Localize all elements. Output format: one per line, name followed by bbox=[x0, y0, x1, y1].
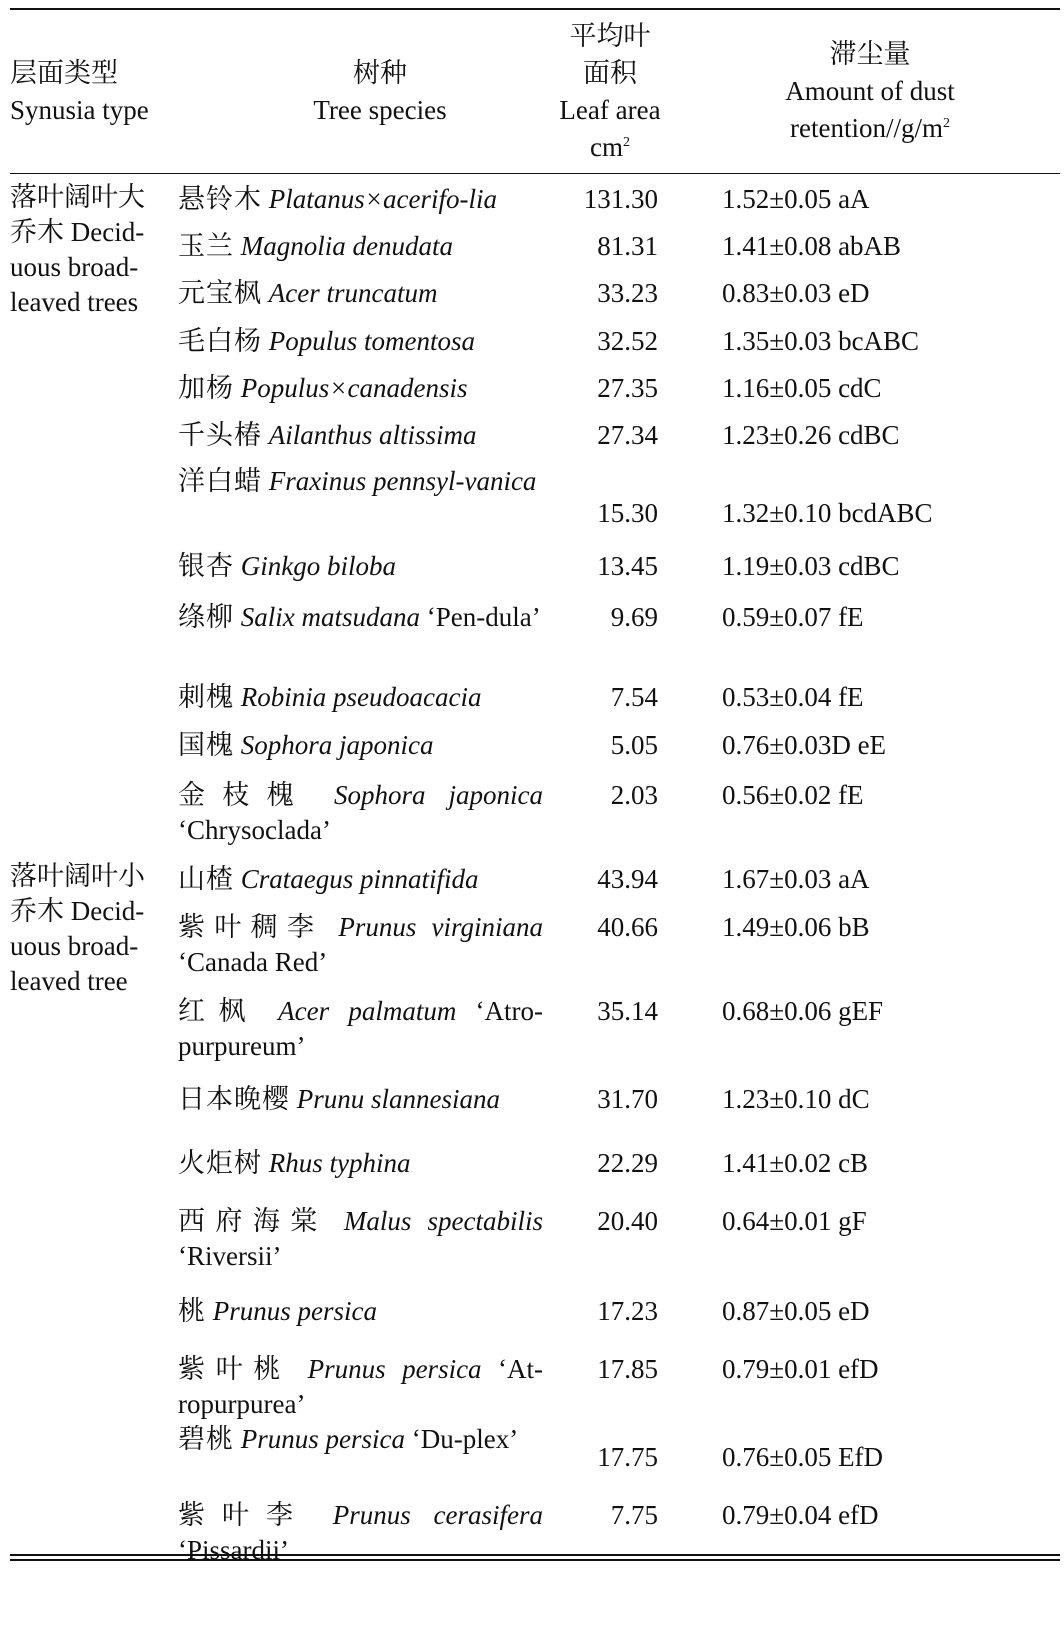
table-body bbox=[10, 174, 1060, 1565]
dust-retention-cell: 0.59±0.07 fE bbox=[722, 602, 864, 632]
leaf-area-cell: 35.14 bbox=[597, 996, 658, 1026]
species-latin-name: Prunus persica bbox=[307, 1354, 482, 1384]
species-chinese-name: 山楂 bbox=[178, 864, 234, 894]
leaf-area-cell: 17.23 bbox=[597, 1296, 658, 1326]
synusia-line: uous broad- bbox=[10, 931, 139, 961]
leaf-area-cell: 15.30 bbox=[597, 498, 658, 528]
species-cultivar: ‘At-ropurpurea’ bbox=[178, 1354, 544, 1419]
species-latin-name: Prunus cerasifera bbox=[332, 1500, 544, 1530]
species-latin-name: Populus tomentosa bbox=[268, 326, 475, 356]
species-chinese-name: 加杨 bbox=[178, 373, 234, 403]
species-cell bbox=[178, 1422, 543, 1457]
leaf-area-cell: 2.03 bbox=[610, 780, 658, 810]
species-cultivar: ‘Atro-purpureum’ bbox=[178, 996, 544, 1061]
header-species-en: Tree species bbox=[313, 94, 447, 125]
species-cell bbox=[178, 464, 543, 499]
species-cell bbox=[178, 549, 543, 584]
leaf-area-cell: 17.85 bbox=[597, 1354, 658, 1384]
synusia-line: leaved tree bbox=[10, 966, 128, 996]
synusia-line: 落叶阔叶小 bbox=[10, 861, 145, 891]
species-chinese-name: 银杏 bbox=[178, 551, 234, 581]
species-latin-name: Ailanthus altissima bbox=[268, 420, 477, 450]
header-dust-en-1: Amount of dust bbox=[785, 76, 955, 106]
leaf-area-cell: 22.29 bbox=[597, 1148, 658, 1178]
table-header bbox=[10, 10, 1060, 173]
dust-retention-cell: 0.79±0.01 efD bbox=[722, 1354, 879, 1384]
species-cell bbox=[178, 371, 543, 406]
species-latin-name: Prunus persica bbox=[240, 1424, 405, 1454]
dust-retention-cell: 1.49±0.06 bB bbox=[722, 912, 870, 942]
dust-retention-cell: 1.41±0.02 cB bbox=[722, 1148, 869, 1178]
leaf-area-cell: 27.34 bbox=[597, 420, 658, 450]
species-cell bbox=[178, 778, 543, 848]
leaf-area-cell: 131.30 bbox=[583, 184, 658, 214]
leaf-area-cell: 33.23 bbox=[597, 278, 658, 308]
species-cell bbox=[178, 728, 543, 763]
dust-retention-cell: 0.76±0.05 EfD bbox=[722, 1442, 884, 1472]
header-synusia-cn: 层面类型 bbox=[10, 57, 118, 88]
leaf-area-cell: 40.66 bbox=[597, 912, 658, 942]
species-latin-name: Prunus virginiana bbox=[338, 912, 544, 942]
header-area-cn-2: 面积 bbox=[583, 57, 637, 88]
dust-retention-cell: 0.68±0.06 gEF bbox=[722, 996, 884, 1026]
leaf-area-cell: 7.54 bbox=[610, 682, 658, 712]
species-chinese-name: 西府海棠 bbox=[178, 1206, 328, 1236]
species-cell bbox=[178, 994, 543, 1064]
dust-retention-cell: 1.19±0.03 cdBC bbox=[722, 551, 900, 581]
species-chinese-name: 金枝槐 bbox=[178, 780, 311, 810]
species-cultivar: ‘Du-plex’ bbox=[411, 1424, 519, 1454]
species-chinese-name: 玉兰 bbox=[178, 231, 234, 261]
synusia-group-large-trees bbox=[10, 180, 175, 320]
header-dust-en-2: retention//g/m bbox=[790, 113, 943, 143]
leaf-area-cell: 5.05 bbox=[610, 730, 658, 760]
species-latin-name: Magnolia denudata bbox=[240, 231, 453, 261]
leaf-area-cell: 9.69 bbox=[610, 602, 658, 632]
leaf-area-cell: 81.31 bbox=[597, 231, 658, 261]
species-cell bbox=[178, 276, 543, 311]
header-area-unit: cm bbox=[590, 131, 623, 162]
header-dust-unit-sup: 2 bbox=[942, 116, 950, 131]
dust-retention-cell: 1.67±0.03 aA bbox=[722, 864, 870, 894]
dust-retention-cell: 1.41±0.08 abAB bbox=[722, 231, 902, 261]
dust-retention-cell: 0.76±0.03D eE bbox=[722, 730, 887, 760]
header-dust-cn: 滞尘量 bbox=[829, 39, 911, 69]
species-cell bbox=[178, 1204, 543, 1274]
species-cell bbox=[178, 324, 543, 359]
dust-retention-cell: 0.56±0.02 fE bbox=[722, 780, 864, 810]
dust-retention-cell: 0.53±0.04 fE bbox=[722, 682, 864, 712]
species-cell bbox=[178, 1082, 543, 1117]
header-species-cn: 树种 bbox=[353, 57, 407, 88]
dust-retention-cell: 1.32±0.10 bcdABC bbox=[722, 498, 933, 528]
species-cultivar: ‘Pissardii’ bbox=[178, 1535, 289, 1565]
synusia-line: 落叶阔叶大 bbox=[10, 182, 145, 212]
species-chinese-name: 悬铃木 bbox=[178, 184, 262, 214]
species-latin-name: Sophora japonica bbox=[333, 780, 544, 810]
dust-retention-cell: 0.87±0.05 eD bbox=[722, 1296, 870, 1326]
leaf-area-cell: 17.75 bbox=[597, 1442, 658, 1472]
species-chinese-name: 桃 bbox=[178, 1296, 206, 1326]
species-chinese-name: 绦柳 bbox=[178, 602, 234, 632]
dust-retention-cell: 0.83±0.03 eD bbox=[722, 278, 870, 308]
species-cell bbox=[178, 229, 543, 264]
dust-retention-cell: 0.79±0.04 efD bbox=[722, 1500, 879, 1530]
species-cell bbox=[178, 1146, 543, 1181]
species-chinese-name: 碧桃 bbox=[178, 1424, 234, 1454]
dust-retention-cell: 1.52±0.05 aA bbox=[722, 184, 870, 214]
species-latin-name: Salix matsudana bbox=[240, 602, 420, 632]
leaf-area-cell: 32.52 bbox=[597, 326, 658, 356]
species-cultivar: ‘Pen-dula’ bbox=[426, 602, 541, 632]
species-latin-name: Prunu slannesiana bbox=[296, 1084, 501, 1114]
species-cell bbox=[178, 910, 543, 980]
species-chinese-name: 紫叶桃 bbox=[178, 1354, 292, 1384]
species-latin-name: Populus×canadensis bbox=[240, 373, 468, 403]
dust-retention-cell: 0.64±0.01 gF bbox=[722, 1206, 867, 1236]
leaf-area-cell: 31.70 bbox=[597, 1084, 658, 1114]
species-latin-name: Acer palmatum bbox=[278, 996, 457, 1026]
dust-retention-table bbox=[10, 8, 1060, 1565]
dust-retention-cell: 1.23±0.10 dC bbox=[722, 1084, 870, 1114]
species-chinese-name: 日本晚樱 bbox=[178, 1084, 290, 1114]
species-cell bbox=[178, 680, 543, 715]
header-dust-en-2-line bbox=[790, 110, 950, 147]
species-latin-name: Prunus persica bbox=[212, 1296, 377, 1326]
header-leaf-area bbox=[530, 10, 690, 173]
header-species bbox=[240, 10, 520, 173]
species-latin-name: Robinia pseudoacacia bbox=[240, 682, 482, 712]
synusia-line: 乔木 Decid- bbox=[10, 896, 145, 926]
header-dust bbox=[710, 10, 1030, 173]
species-latin-name: Rhus typhina bbox=[268, 1148, 411, 1178]
species-latin-name: Ginkgo biloba bbox=[240, 551, 396, 581]
species-chinese-name: 火炬树 bbox=[178, 1148, 262, 1178]
species-chinese-name: 洋白蜡 bbox=[178, 466, 262, 496]
leaf-area-cell: 7.75 bbox=[610, 1500, 658, 1530]
synusia-line: 乔木 Decid- bbox=[10, 217, 145, 247]
leaf-area-cell: 43.94 bbox=[597, 864, 658, 894]
header-synusia bbox=[10, 10, 180, 173]
species-chinese-name: 紫叶稠李 bbox=[178, 912, 324, 942]
header-synusia-en: Synusia type bbox=[10, 94, 149, 125]
species-chinese-name: 千头椿 bbox=[178, 420, 262, 450]
species-latin-name: Platanus×acerifo-lia bbox=[268, 184, 497, 214]
header-area-en: Leaf area bbox=[559, 94, 661, 125]
leaf-area-cell: 20.40 bbox=[597, 1206, 658, 1236]
species-latin-name: Malus spectabilis bbox=[343, 1206, 543, 1236]
header-area-unit-line bbox=[590, 129, 630, 166]
species-cell bbox=[178, 600, 543, 635]
species-cell bbox=[178, 1498, 543, 1568]
species-cell bbox=[178, 862, 543, 897]
dust-retention-cell: 1.35±0.03 bcABC bbox=[722, 326, 920, 356]
header-area-unit-sup: 2 bbox=[623, 134, 630, 150]
species-latin-name: Sophora japonica bbox=[240, 730, 434, 760]
species-cultivar: ‘Canada Red’ bbox=[178, 947, 328, 977]
synusia-line: uous broad- bbox=[10, 252, 139, 282]
leaf-area-cell: 27.35 bbox=[597, 373, 658, 403]
species-chinese-name: 元宝枫 bbox=[178, 278, 262, 308]
species-latin-name: Crataegus pinnatifida bbox=[240, 864, 479, 894]
species-latin-name: Fraxinus pennsyl-vanica bbox=[268, 466, 537, 496]
species-cell bbox=[178, 1352, 543, 1422]
synusia-group-small-trees bbox=[10, 859, 175, 999]
synusia-line: leaved trees bbox=[10, 287, 139, 317]
species-cultivar: ‘Riversii’ bbox=[178, 1241, 282, 1271]
dust-retention-cell: 1.23±0.26 cdBC bbox=[722, 420, 900, 450]
species-chinese-name: 紫叶李 bbox=[178, 1500, 311, 1530]
species-chinese-name: 毛白杨 bbox=[178, 326, 262, 356]
leaf-area-cell: 13.45 bbox=[597, 551, 658, 581]
species-chinese-name: 红枫 bbox=[178, 996, 259, 1026]
species-cell bbox=[178, 182, 543, 217]
header-area-cn-1: 平均叶 bbox=[569, 20, 651, 51]
species-chinese-name: 国槐 bbox=[178, 730, 234, 760]
species-cell bbox=[178, 418, 543, 453]
species-chinese-name: 刺槐 bbox=[178, 682, 234, 712]
species-cell bbox=[178, 1294, 543, 1329]
species-cultivar: ‘Chrysoclada’ bbox=[178, 815, 331, 845]
dust-retention-cell: 1.16±0.05 cdC bbox=[722, 373, 882, 403]
species-latin-name: Acer truncatum bbox=[268, 278, 438, 308]
